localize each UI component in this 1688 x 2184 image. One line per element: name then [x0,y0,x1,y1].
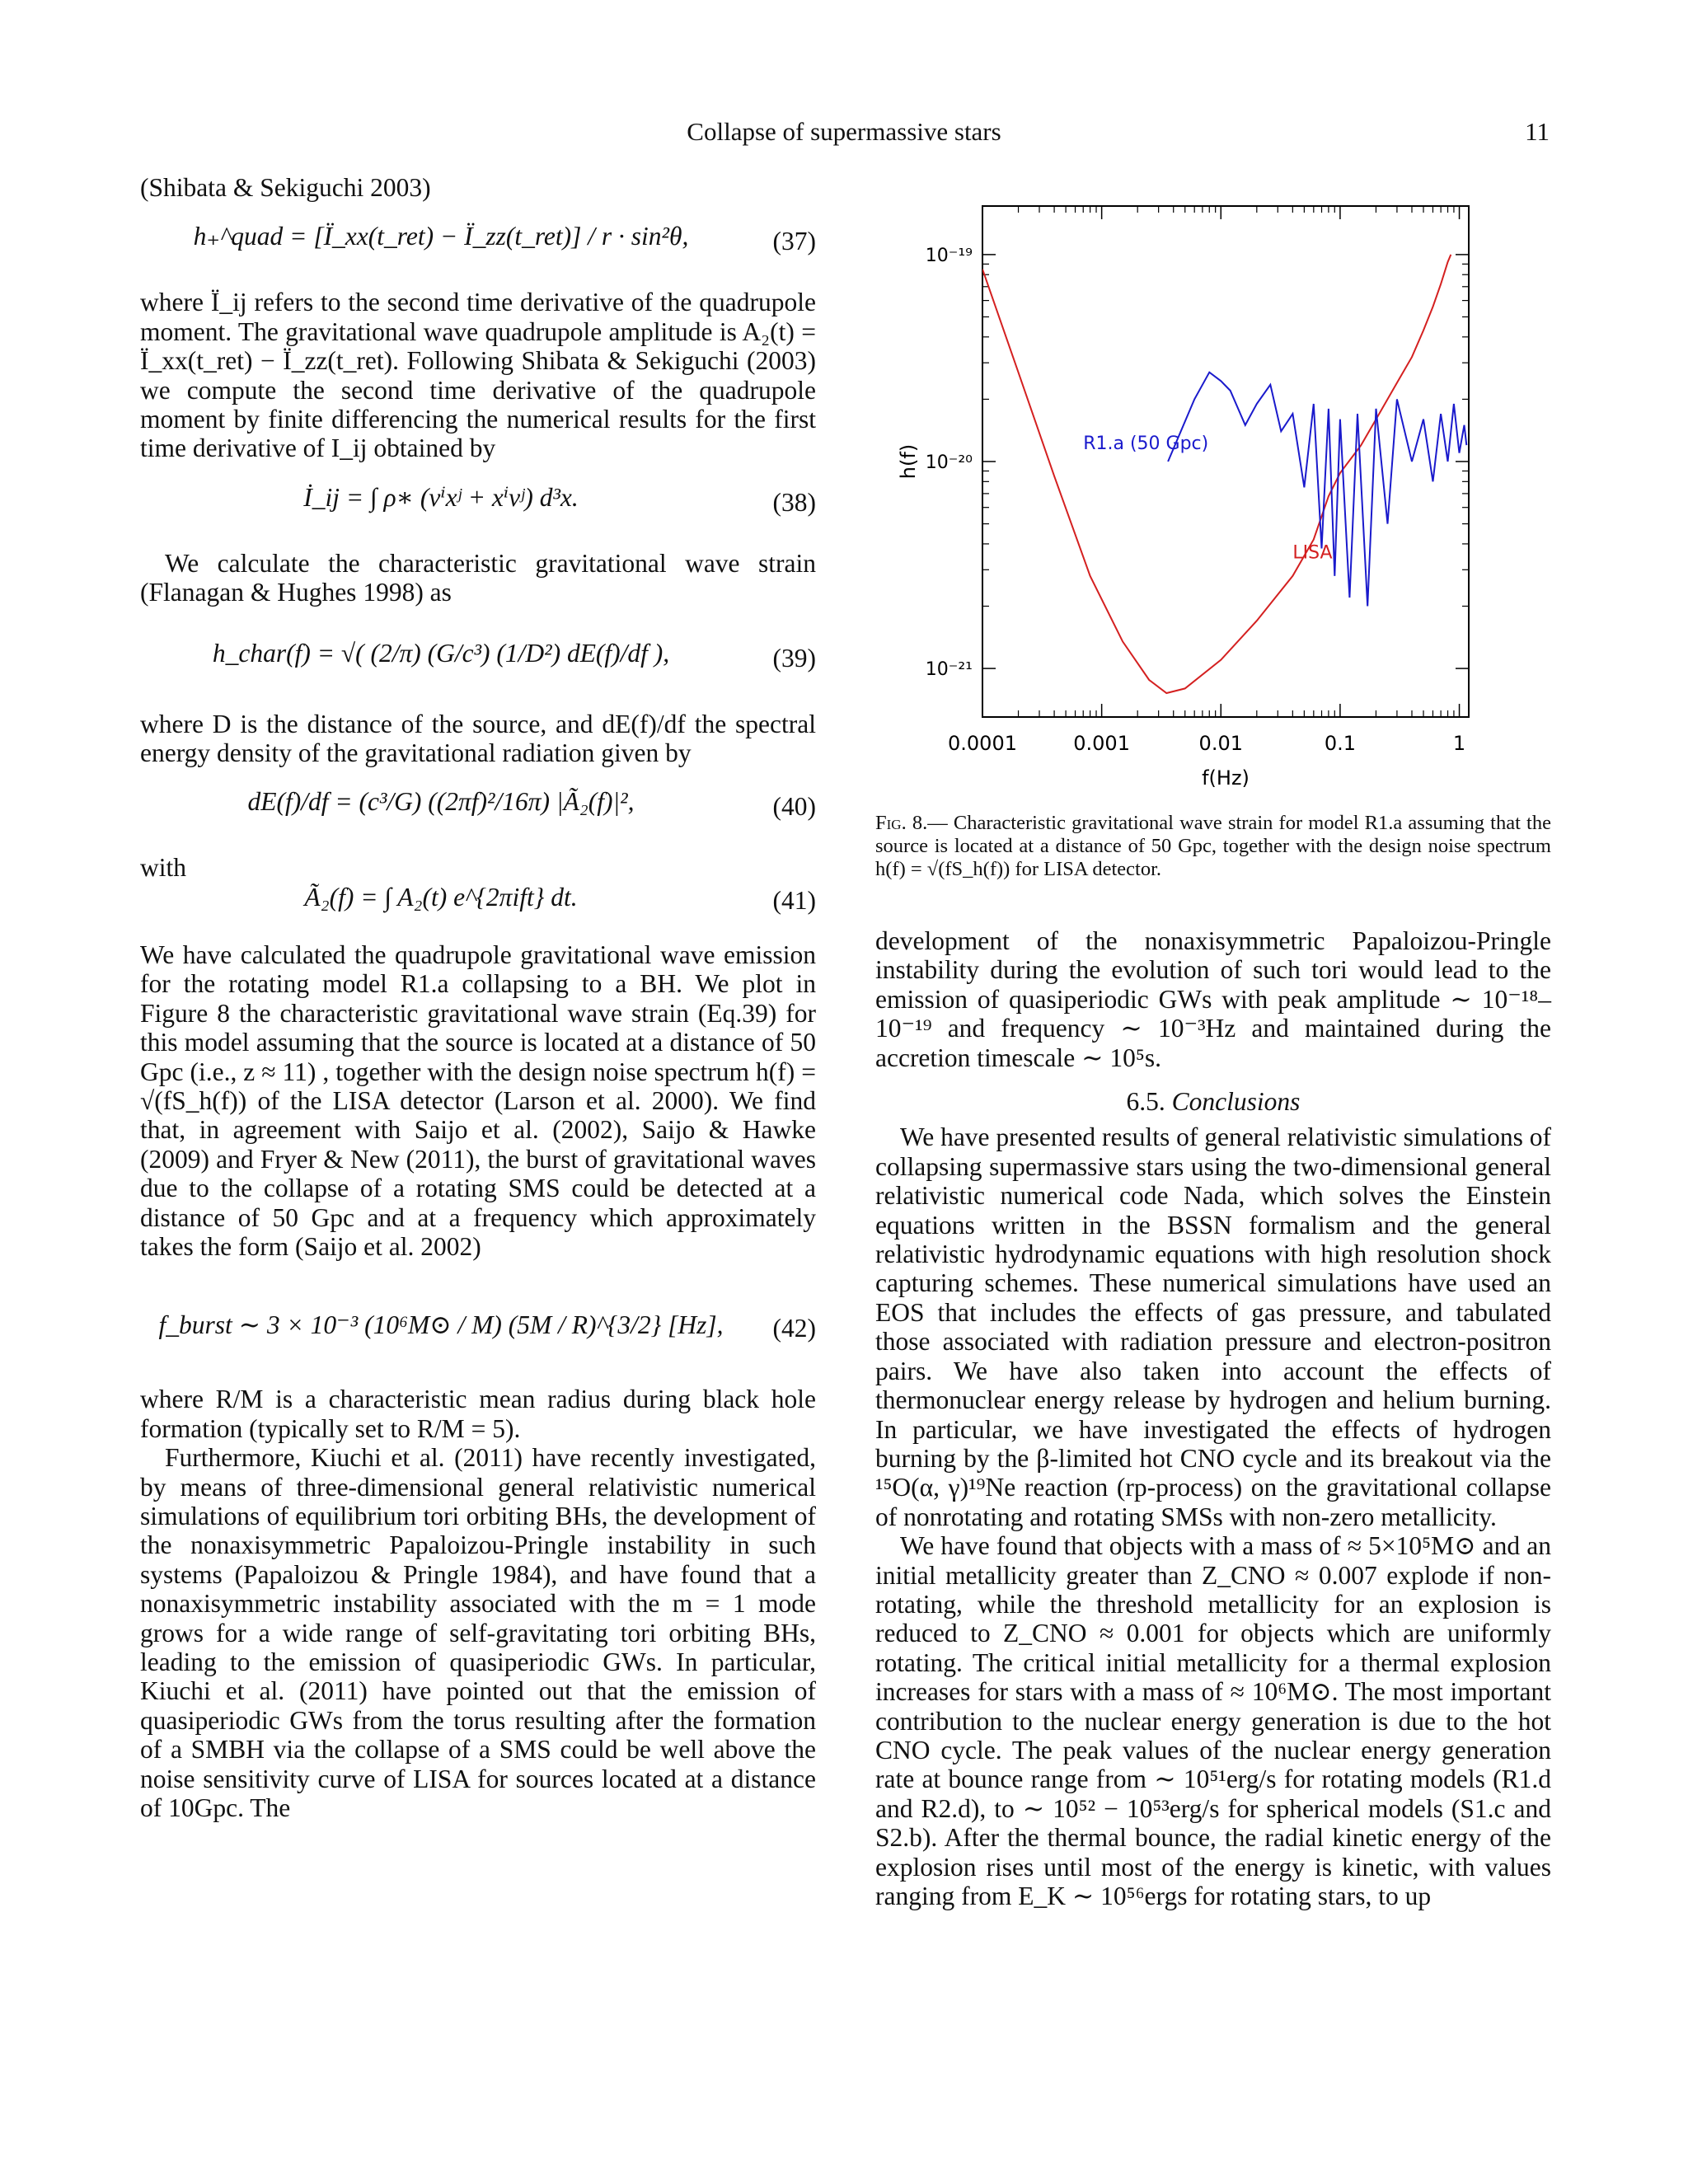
equation-42 [140,1286,816,1376]
figure-caption [875,812,1551,881]
r1a-strain-curve [1168,373,1466,607]
series-label-lisa: LISA [1292,542,1333,564]
figure-8-chart [892,191,1568,793]
caption-label: Fig. 8. [875,812,928,834]
left-column [140,173,816,1822]
caption-text: — Characteristic gravitational wave strain for model R1.a assuming that the source is located at a distance of 50 Gpc, together with the design noise spectrum h(f) = √(fS_h(f)) for LISA detector. [875,812,1551,880]
equation-37-number: (37) [772,227,816,256]
paragraph: We have calculated the quadrupole gravitational wave emission for the rotating model R1.a collapsing to a BH. We plot in Figure 8 the characteristic gravitational wave strain (Eq.39) for this model assuming that the source is located at a distance of 50 Gpc (i.e., z ≈ 11) , together with the design noise spectrum h(f) = √(fS_h(f)) of the LISA detector (Larson et al. 2000). We find that, in agreement with Saijo et al. (2002), Saijo & Hawke (2009) and Fryer & New (2011), the burst of gravitational waves due to the collapse of a rotating SMS could be detected at a distance of 50 Gpc and at a frequency which approximately takes the form (Saijo et al. 2002) [140,940,816,1261]
paragraph: We have presented results of general relativistic simulations of collapsing supermassive stars using the two-dimensional general relativistic numerical code Nada, which solves the Einstein equations written in the BSSN formalism and the general relativistic hydrodynamic equations with high resolution shock capturing schemes. These numerical simulations have used an EOS that includes the effects of gas pressure, and tabulated those associated with radiation pressure and electron-positron pairs. We have also taken into account the effects of thermonuclear energy release by hydrogen and helium burning. In particular, we have investigated the effects of hydrogen burning by the β-limited hot CNO cycle and its breakout via the ¹⁵O(α, γ)¹⁹Ne reaction (rp-process) on the gravitational collapse of nonrotating and rotating SMSs with non-zero metallicity. [875,1122,1551,1531]
equation-42-body: f_burst ∼ 3 × 10⁻³ (10⁶M⊙ / M) (5M / R)^{3/2} [Hz], [158,1310,724,1340]
y-tick-label: 10⁻²⁰ [925,452,973,473]
chart-svg [892,191,1568,793]
lisa-noise-curve [982,255,1451,693]
equation-39 [140,619,816,701]
section-number: 6.5. [1126,1087,1165,1117]
with-text: with [140,853,187,883]
paragraph: Furthermore, Kiuchi et al. (2011) have recently investigated, by means of three-dimensional general relativistic numerical simulations of equilibrium tori orbiting BHs, the development of the nonaxisymmetric Papaloizou-Pringle instability in such systems (Papaloizou & Pringle 1984), and have found that a nonaxisymmetric instability associated with the m = 1 mode grows for a wide range of self-gravitating tori orbiting BHs, leading to the emission of quasiperiodic GWs. In particular, Kiuchi et al. (2011) have pointed out that the emission of quasiperiodic GWs from the torus resulting after the formation of a SMBH via the collapse of a SMS could be well above the noise sensitivity curve of LISA for sources located at a distance of 10Gpc. The [140,1443,816,1823]
intro-citation: (Shibata & Sekiguchi 2003) [140,173,431,202]
equation-42-number: (42) [772,1314,816,1343]
equation-38-body: İ_ij = ∫ ρ∗ (vⁱxʲ + xⁱvʲ) d³x. [303,482,579,512]
equation-41 [140,883,816,932]
equation-40-number: (40) [772,792,816,822]
equation-37 [140,213,816,279]
running-title: Collapse of supermassive stars [687,117,1001,146]
x-tick-label: 0.0001 [948,732,1017,755]
equation-40 [140,779,816,845]
equation-40-body: dE(f)/df = (c³/G) ((2πf)²/16π) |Ã₂(f)|², [247,787,635,817]
equation-41-body: Ã₂(f) = ∫ A₂(t) e^{2πift} dt. [304,882,578,912]
x-tick-label: 0.1 [1324,732,1356,755]
equation-38 [140,475,816,541]
paragraph: We calculate the characteristic gravitational wave strain (Flanagan & Hughes 1998) as [140,548,816,607]
equation-38-number: (38) [772,487,816,517]
section-heading [875,1087,1551,1116]
paragraph: where Ï_ij refers to the second time derivative of the quadrupole moment. The gravitational wave quadrupole amplitude is A₂(t) = Ï_xx(t_ret) − Ï_zz(t_ret). Following Shibata & Sekiguchi (2003) we compute the second time derivative of the quadrupole moment by finite differencing the numerical results for the first time derivative of I_ij obtained by [140,288,816,463]
series-label-r1a: R1.a (50 Gpc) [1083,433,1209,454]
y-tick-label: 10⁻¹⁹ [925,245,973,266]
x-tick-label: 0.01 [1198,732,1243,755]
paragraph: where D is the distance of the source, and dE(f)/df the spectral energy density of the gravitational radiation given by [140,709,816,768]
running-header [0,117,1688,158]
paragraph: We have found that objects with a mass of ≈ 5×10⁵M⊙ and an initial metallicity greater than Z_CNO ≈ 0.007 explode if non-rotating, while the threshold metallicity for an explosion is reduced to Z_CNO ≈ 0.001 for objects which are uniformly rotating. The critical initial metallicity for a thermal explosion increases for stars with a mass of ≈ 10⁶M⊙. The most important contribution to the nuclear energy generation is due to the hot CNO cycle. The peak values of the nuclear energy generation rate at bounce range from ∼ 10⁵¹erg/s for rotating models (R1.d and R2.d), to ∼ 10⁵² − 10⁵³erg/s for spherical models (S1.c and S2.b). After the thermal bounce, the radial kinetic energy of the explosion rises until most of the energy is kinetic, with values ranging from E_K ∼ 10⁵⁶ergs for rotating stars, to up [875,1531,1551,1910]
plot-frame [982,206,1469,717]
right-column [875,926,1551,1910]
paragraph: where R/M is a characteristic mean radius during black hole formation (typically set to R/M = 5). [140,1385,816,1443]
section-title: Conclusions [1171,1087,1301,1117]
equation-39-number: (39) [772,643,816,673]
y-axis-label: h(f) [897,443,920,480]
x-axis-label: f(Hz) [1202,766,1250,790]
x-tick-label: 1 [1452,732,1466,755]
equation-41-number: (41) [772,885,816,915]
page-number: 11 [1525,117,1550,146]
equation-37-body: h₊^quad = [Ï_xx(t_ret) − Ï_zz(t_ret)] / r · sin²θ, [193,222,689,251]
y-tick-label: 10⁻²¹ [925,659,973,681]
x-tick-label: 0.001 [1073,732,1130,755]
paragraph: development of the nonaxisymmetric Papaloizou-Pringle instability during the evolution of such tori would lead to the emission of quasiperiodic GWs with peak amplitude ∼ 10⁻¹⁸–10⁻¹⁹ and frequency ∼ 10⁻³Hz and maintained during the accretion timescale ∼ 10⁵s. [875,926,1551,1072]
equation-39-body: h_char(f) = √( (2/π) (G/c³) (1/D²) dE(f)/df ), [212,638,670,668]
